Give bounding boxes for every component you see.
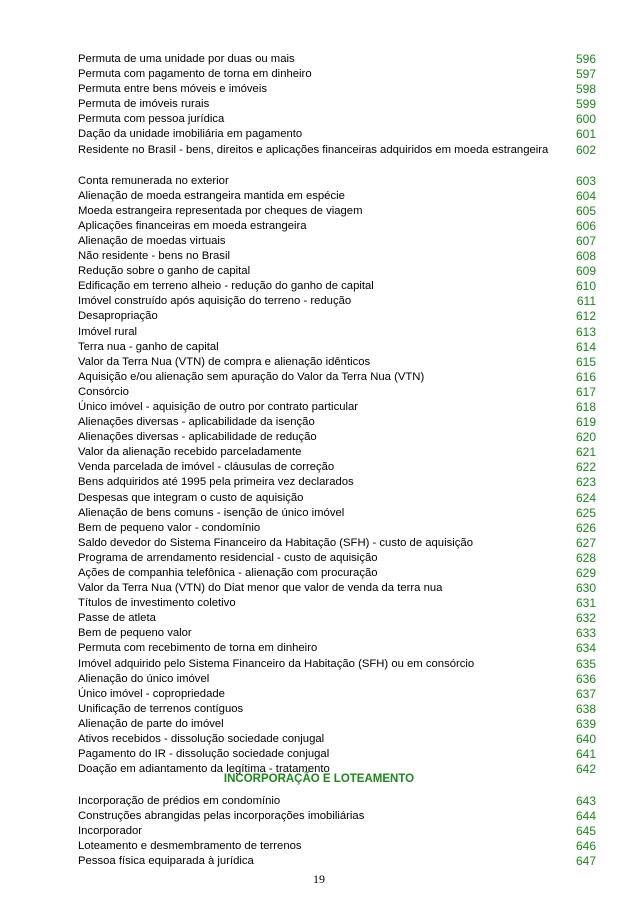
toc-entry <box>78 566 596 581</box>
toc-entry-page: 603 <box>575 173 596 188</box>
toc-entry <box>78 839 596 854</box>
toc-entry-title: Incorporador <box>78 825 143 838</box>
toc-entry-page: 606 <box>575 218 596 233</box>
toc-entry <box>78 340 596 355</box>
toc-entry-title: Programa de arrendamento residencial - custo de aquisição <box>78 551 378 564</box>
toc-entry-page: 597 <box>575 67 596 82</box>
toc-entry <box>78 506 596 521</box>
toc-entry-title: Unificação de terrenos contíguos <box>78 702 244 715</box>
toc-entry-title: Único imóvel - copropriedade <box>78 687 225 700</box>
toc-entry <box>78 309 596 324</box>
toc-entry <box>78 491 596 506</box>
toc-entry <box>78 521 596 536</box>
toc-entry-page: 612 <box>575 309 596 324</box>
toc-entry-page: 615 <box>575 354 596 369</box>
toc-entry-title: Aquisição e/ou alienação sem apuração do Valor da Terra Nua (VTN) <box>78 370 425 383</box>
toc-entry-page: 623 <box>575 475 596 490</box>
toc-entry-page: 596 <box>575 52 596 66</box>
toc-entry-title: Bem de pequeno valor - condomínio <box>78 521 261 534</box>
toc-section-1 <box>78 52 596 777</box>
toc-entry-page: 642 <box>575 762 596 777</box>
toc-entry-title: Permuta de uma unidade por duas ou mais <box>78 53 295 65</box>
section-heading: INCORPORAÇÃO E LOTEAMENTO <box>223 773 415 785</box>
toc-entry <box>78 626 596 641</box>
toc-entry-page: 604 <box>575 188 596 203</box>
toc-entry-page: 610 <box>575 279 596 294</box>
toc-entry <box>78 672 596 687</box>
toc-entry-title: Alienação de moedas virtuais <box>78 234 226 247</box>
toc-entry <box>78 794 596 809</box>
toc-entry <box>78 641 596 656</box>
toc-entry <box>78 581 596 596</box>
toc-entry-title: Alienação do único imóvel <box>78 672 210 685</box>
toc-entry-title: Bens adquiridos até 1995 pela primeira vez declarados <box>78 476 354 489</box>
toc-entry-page: 633 <box>575 626 596 641</box>
toc-entry-title: Venda parcelada de imóvel - cláusulas de correção <box>78 461 335 474</box>
toc-entry <box>78 294 596 309</box>
toc-entry <box>78 143 596 174</box>
toc-entry <box>78 189 596 204</box>
toc-entry-page: 644 <box>575 809 596 824</box>
toc-entry-title: Moeda estrangeira representada por cheques de viagem <box>78 204 363 217</box>
toc-entry <box>78 325 596 340</box>
toc-entry-page: 605 <box>575 203 596 218</box>
toc-entry-title: Doação em adiantamento da legítima - tratamento <box>78 763 330 776</box>
toc-entry <box>78 112 596 127</box>
toc-entry-page: 600 <box>575 112 596 127</box>
toc-entry-title: Loteamento e desmembramento de terrenos <box>78 840 302 853</box>
toc-entry-page: 620 <box>575 430 596 445</box>
toc-entry-page: 640 <box>575 732 596 747</box>
toc-entry-title: Incorporação de prédios em condomínio <box>78 795 281 807</box>
toc-entry-title: Valor da Terra Nua (VTN) do Diat menor que valor de venda da terra nua <box>78 582 443 595</box>
toc-entry <box>78 127 596 142</box>
toc-entry <box>78 732 596 747</box>
toc-entry-title: Desapropriação <box>78 310 158 323</box>
toc-entry <box>78 430 596 445</box>
toc-entry <box>78 219 596 234</box>
toc-entry-page: 602 <box>575 142 596 157</box>
toc-entry-page: 622 <box>575 460 596 475</box>
toc-entry-page: 637 <box>575 686 596 701</box>
toc-entry-title: Alienações diversas - aplicabilidade da isenção <box>78 416 315 429</box>
toc-entry <box>78 400 596 415</box>
toc-entry <box>78 551 596 566</box>
toc-entry <box>78 174 596 189</box>
toc-entry-page: 646 <box>575 839 596 854</box>
toc-entry-title: Imóvel adquirido pelo Sistema Financeiro da Habitação (SFH) ou em consórcio <box>78 657 475 670</box>
toc-entry-title: Conta remunerada no exterior <box>78 174 229 187</box>
toc-entry <box>78 370 596 385</box>
toc-entry-page: 616 <box>575 369 596 384</box>
toc-entry <box>78 687 596 702</box>
toc-entry <box>78 536 596 551</box>
toc-entry <box>78 702 596 717</box>
toc-entry-page: 617 <box>575 384 596 399</box>
toc-entry <box>78 596 596 611</box>
toc-entry <box>78 355 596 370</box>
toc-entry-title: Imóvel construído após aquisição do terreno - redução <box>78 295 352 308</box>
toc-entry-title: Alienação de moeda estrangeira mantida em espécie <box>78 189 345 202</box>
toc-entry-title: Alienações diversas - aplicabilidade de redução <box>78 431 317 444</box>
toc-entry <box>78 415 596 430</box>
toc-entry-page: 636 <box>575 671 596 686</box>
toc-entry <box>78 717 596 732</box>
toc-entry-page: 618 <box>575 399 596 414</box>
toc-entry <box>78 460 596 475</box>
toc-entry-title: Consórcio <box>78 385 129 398</box>
toc-entry-title: Alienação de parte do imóvel <box>78 717 224 730</box>
toc-entry <box>78 611 596 626</box>
toc-entry-page: 639 <box>575 716 596 731</box>
toc-entry-title: Saldo devedor do Sistema Financeiro da Habitação (SFH) - custo de aquisição <box>78 536 473 549</box>
toc-entry-title: Pessoa física equiparada à jurídica <box>78 855 254 868</box>
toc-entry-page: 634 <box>575 641 596 656</box>
toc-entry-title: Construções abrangidas pelas incorporações imobiliárias <box>78 810 365 823</box>
toc-entry-page: 643 <box>575 794 596 808</box>
toc-entry-title: Imóvel rural <box>78 325 138 338</box>
toc-entry-page: 613 <box>575 324 596 339</box>
toc-entry-title: Bem de pequeno valor <box>78 627 192 640</box>
toc-entry <box>78 264 596 279</box>
toc-section-2 <box>78 794 596 869</box>
toc-entry-page: 632 <box>575 611 596 626</box>
toc-entry-page: 609 <box>575 264 596 279</box>
toc-entry-page: 611 <box>576 294 596 309</box>
toc-entry-title: Não residente - bens no Brasil <box>78 250 230 263</box>
toc-entry-page: 608 <box>575 249 596 264</box>
toc-entry-title: Ativos recebidos - dissolução sociedade conjugal <box>78 733 325 746</box>
toc-entry-page: 631 <box>575 596 596 611</box>
toc-entry <box>78 97 596 112</box>
toc-entry <box>78 385 596 400</box>
toc-entry-title: Edificação em terreno alheio - redução do ganho de capital <box>78 280 374 293</box>
toc-entry-page: 607 <box>575 233 596 248</box>
toc-entry-title: Permuta com recebimento de torna em dinheiro <box>78 642 318 655</box>
toc-entry-page: 638 <box>575 701 596 716</box>
toc-entry-page: 628 <box>575 550 596 565</box>
toc-entry-page: 621 <box>575 445 596 460</box>
toc-entry-title: Permuta com pagamento de torna em dinheiro <box>78 68 312 81</box>
toc-entry <box>78 67 596 82</box>
toc-entry-page: 626 <box>575 520 596 535</box>
toc-entry-page: 625 <box>575 505 596 520</box>
toc-entry-page: 645 <box>575 824 596 839</box>
toc-entry-title: Passe de atleta <box>78 612 156 625</box>
toc-entry-page: 614 <box>575 339 596 354</box>
toc-entry-title: Único imóvel - aquisição de outro por contrato particular <box>78 400 359 413</box>
toc-entry <box>78 657 596 672</box>
toc-entry-page: 630 <box>575 581 596 596</box>
toc-entry-page: 647 <box>575 854 596 869</box>
toc-entry-title: Valor da alienação recebido parceladamente <box>78 446 302 459</box>
toc-entry-title: Redução sobre o ganho de capital <box>78 265 251 278</box>
toc-entry <box>78 747 596 762</box>
toc-entry-title: Valor da Terra Nua (VTN) de compra e alienação idênticos <box>78 355 371 368</box>
toc-entry-page: 627 <box>575 535 596 550</box>
toc-entry <box>78 52 596 67</box>
toc-entry-title: Permuta entre bens móveis e imóveis <box>78 83 267 96</box>
toc-entry <box>78 234 596 249</box>
toc-entry <box>78 475 596 490</box>
toc-entry <box>78 824 596 839</box>
toc-entry <box>78 854 596 869</box>
toc-entry-page: 624 <box>575 490 596 505</box>
toc-entry-title: Dação da unidade imobiliária em pagamento <box>78 128 303 141</box>
toc-entry-title: Títulos de investimento coletivo <box>78 597 236 610</box>
toc-entry-page: 601 <box>575 127 596 142</box>
toc-entry-title: Despesas que integram o custo de aquisição <box>78 491 304 504</box>
toc-entry <box>78 204 596 219</box>
page-number: 19 <box>313 872 325 886</box>
toc-entry-page: 635 <box>575 656 596 671</box>
toc-entry <box>78 809 596 824</box>
toc-entry-page: 619 <box>575 415 596 430</box>
toc-entry-title: Alienação de bens comuns - isenção de único imóvel <box>78 506 345 519</box>
toc-entry-title: Permuta de imóveis rurais <box>78 98 210 111</box>
toc-entry-title: Residente no Brasil - bens, direitos e aplicações financeiras adquiridos em moeda estrangeira <box>78 143 549 156</box>
toc-entry <box>78 445 596 460</box>
toc-entry-title: Aplicações financeiras em moeda estrangeira <box>78 219 307 232</box>
toc-entry-page: 599 <box>575 97 596 112</box>
toc-entry-title: Permuta com pessoa jurídica <box>78 113 225 126</box>
toc-entry <box>78 249 596 264</box>
toc-entry <box>78 82 596 97</box>
toc-entry-title: Ações de companhia telefônica - alienação com procuração <box>78 567 378 579</box>
toc-entry-page: 629 <box>575 566 596 580</box>
toc-entry <box>78 279 596 294</box>
toc-entry-title: Pagamento do IR - dissolução sociedade conjugal <box>78 748 330 761</box>
toc-entry-page: 641 <box>575 747 596 762</box>
toc-entry-page: 598 <box>575 82 596 97</box>
toc-entry-title: Terra nua - ganho de capital <box>78 340 219 353</box>
